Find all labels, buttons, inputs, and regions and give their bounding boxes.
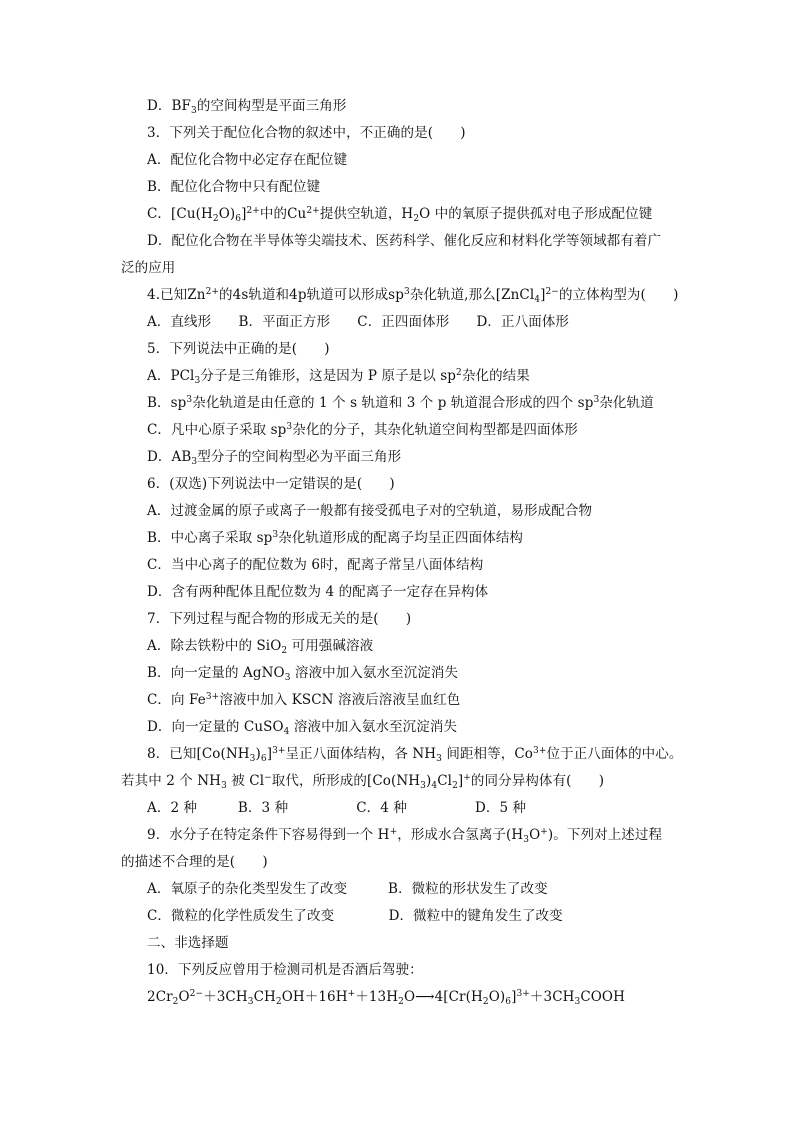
- text-line: A．除去铁粉中的 SiO$_2$ 可用强碱溶液: [147, 638, 374, 656]
- text-line: D．含有两种配体且配位数为 4 的配离子一定存在异构体: [147, 584, 489, 600]
- text-line: 4.已知$Zn^{2+}$的4s轨道和4p轨道可以形成$sp^3$杂化轨道,那么[ZnCl$_4$]$^{2-}$的立体构型为( ): [147, 287, 679, 305]
- text-line: A．PCl$_3$分子是三角锥形，这是因为 P 原子是以 $sp^2$杂化的结果: [147, 368, 530, 386]
- text-line: D．配位化合物在半导体等尖端技术、医药科学、催化反应和材料化学等领域都有着广: [147, 233, 662, 249]
- text-line: 3．下列关于配位化合物的叙述中，不正确的是( ): [147, 125, 466, 141]
- text-line: D．$AB_3$型分子的空间构型必为平面三角形: [147, 449, 402, 467]
- text-line: 10．下列反应曾用于检测司机是否酒后驾驶：: [147, 962, 423, 978]
- text-line: 若其中 2 个 $NH_3$ 被 Cl−取代，所形成的$[Co(NH_3)_4Cl_2]^+$的同分异构体有( ): [121, 773, 605, 791]
- text-line: 7．下列过程与配合物的形成无关的是( ): [147, 611, 412, 627]
- text-line: 8．已知$[Co(NH_3)_6]^{3+}$呈正八面体结构，各 $NH_3$ 间距相等，$Co^{3+}$位于正八面体的中心。: [147, 746, 683, 764]
- text-line: D．向一定量的 CuSO$_4$ 溶液中加入氨水至沉淀消失: [147, 719, 458, 737]
- text-line: A．过渡金属的原子或离子一般都有接受孤电子对的空轨道，易形成配合物: [147, 503, 593, 519]
- text-line: B．中心离子采取 $sp^3$杂化轨道形成的配离子均呈正四面体结构: [147, 530, 524, 546]
- text-line: B．配位化合物中只有配位键: [147, 179, 321, 195]
- text-line: A．直线形 B．平面正方形 C．正四面体形 D．正八面体形: [147, 314, 570, 330]
- text-line: C．凡中心原子采取 $sp^3$杂化的分子，其杂化轨道空间构型都是四面体形: [147, 422, 578, 438]
- text-line: C．向 $Fe^{3+}$溶液中加入 KSCN 溶液后溶液呈血红色: [147, 692, 461, 708]
- text-line: 6．(双选)下列说法中一定错误的是( ): [147, 476, 395, 492]
- text-line: 的描述不合理的是( ): [121, 854, 268, 870]
- text-line: B．$sp^3$杂化轨道是由任意的 1 个 s 轨道和 3 个 p 轨道混合形成的四个 $sp^3$杂化轨道: [147, 395, 654, 411]
- text-line: B．向一定量的 AgNO$_3$ 溶液中加入氨水至沉淀消失: [147, 665, 459, 683]
- text-line: $2Cr_2O^{2-}+3CH_3CH_2OH+16H^++13H_2O⟶4[Cr(H_2O)_6]^{3+}+3CH_3COOH$: [147, 989, 625, 1007]
- text-line: C．当中心离子的配位数为 6时，配离子常呈八面体结构: [147, 557, 484, 573]
- text-line: 5．下列说法中正确的是( ): [147, 341, 330, 357]
- text-line: A．配位化合物中必定存在配位键: [147, 152, 348, 168]
- text-line: A．2 种 B．3 种 C．4 种 D．5 种: [147, 800, 527, 816]
- text-line: 二、非选择题: [147, 935, 229, 951]
- text-line: 9．水分子在特定条件下容易得到一个 H+，形成水合氢离子$(H_3O^+)$。下列对上述过程: [147, 827, 663, 845]
- text-line: 泛的应用: [121, 260, 176, 276]
- text-line: C．$[Cu(H_2O)_6]^{2+}$中的$Cu^{2+}$提供空轨道，$H_2O$ 中的氧原子提供孤对电子形成配位键: [147, 206, 653, 224]
- text-line: A．氧原子的杂化类型发生了改变 B．微粒的形状发生了改变: [147, 881, 548, 897]
- text-line: C．微粒的化学性质发生了改变 D．微粒中的键角发生了改变: [147, 908, 563, 924]
- text-line: D．$BF_3$的空间构型是平面三角形: [147, 98, 347, 116]
